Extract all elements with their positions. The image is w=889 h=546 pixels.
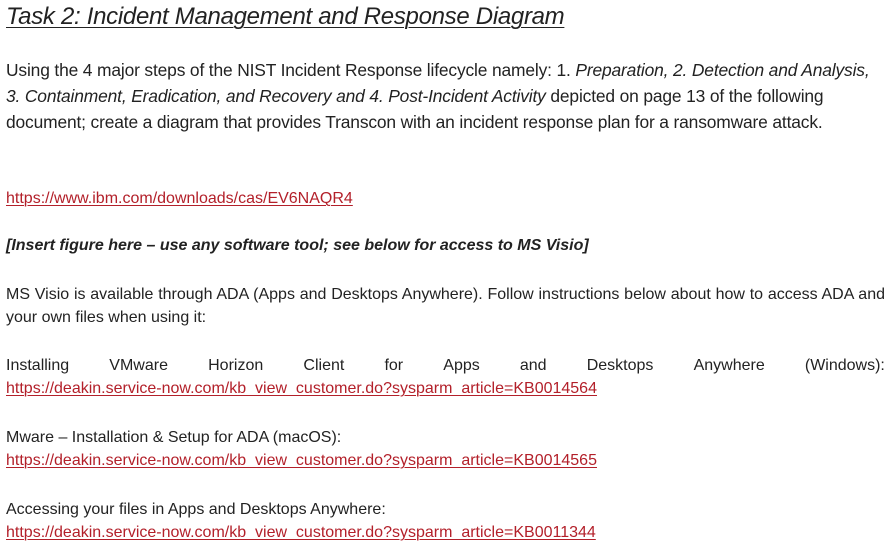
access-files-link[interactable]: https://deakin.service-now.com/kb_view_customer.do?sysparm_article=KB0011344	[6, 524, 596, 541]
label-word: Client	[303, 357, 345, 374]
task-instructions	[6, 57, 882, 135]
ibm-document-link[interactable]: https://www.ibm.com/downloads/cas/EV6NAQR4	[6, 190, 353, 207]
label-word: Horizon	[208, 357, 264, 374]
macos-install-section	[6, 426, 885, 472]
nist-lifecycle-steps: Preparation, 2. Detection and Analysis, 3. Containment, Eradication, and Recovery and 4. Post-Incident Activity	[6, 60, 870, 106]
label-word: Installing	[6, 357, 70, 374]
visio-access-paragraph: MS Visio is available through ADA (Apps and Desktops Anywhere). Follow instructions below about how to access ADA and your own files when using it:	[6, 286, 885, 326]
label-word: (Windows):	[804, 357, 885, 374]
macos-install-link[interactable]: https://deakin.service-now.com/kb_view_customer.do?sysparm_article=KB0014565	[6, 452, 597, 469]
label-word: VMware	[109, 357, 168, 374]
task-title: Task 2: Incident Management and Response Diagram	[6, 3, 565, 30]
label-word: Desktops	[586, 357, 654, 374]
access-files-label: Accessing your files in Apps and Desktops Anywhere:	[6, 501, 386, 518]
windows-install-label	[6, 354, 885, 377]
windows-install-link[interactable]: https://deakin.service-now.com/kb_view_customer.do?sysparm_article=KB0014564	[6, 380, 597, 397]
macos-install-label: Mware – Installation & Setup for ADA (macOS):	[6, 429, 342, 446]
access-files-section	[6, 498, 885, 544]
label-word: Anywhere	[693, 357, 765, 374]
insert-figure-note: [Insert figure here – use any software tool; see below for access to MS Visio]	[6, 237, 589, 254]
label-word: and	[519, 357, 547, 374]
label-word: for	[384, 357, 404, 374]
instructions-text-start: Using the 4 major steps of the NIST Incident Response lifecycle namely: 1.	[6, 60, 576, 80]
label-word: Apps	[443, 357, 480, 374]
instructions-text-end: depicted on page 13 of the following document; create a diagram that provides Transcon with an incident response plan for a ransomware attack.	[6, 86, 824, 132]
windows-install-section	[6, 354, 885, 400]
